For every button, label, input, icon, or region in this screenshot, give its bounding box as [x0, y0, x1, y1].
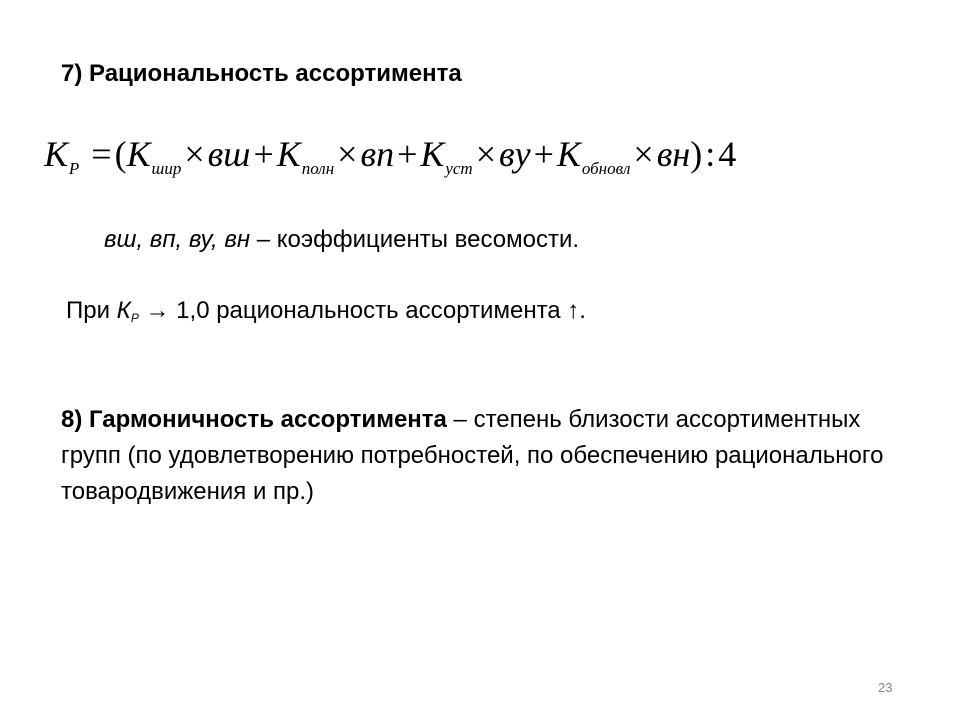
- section-heading-rationality: 7) Рациональность ассортимента: [61, 60, 462, 87]
- condition-pre: При: [66, 297, 117, 324]
- formula-times: ×: [475, 134, 496, 174]
- formula-w-p: вп: [360, 134, 395, 174]
- formula-sub-obnovl: обновл: [581, 159, 631, 178]
- formula-four: 4: [718, 134, 737, 174]
- formula-times: ×: [633, 134, 654, 174]
- formula-w-sh: вш: [207, 134, 251, 174]
- formula-div: :: [705, 134, 716, 174]
- formula-times: ×: [184, 134, 205, 174]
- weights-text: – коэффициенты весомости.: [250, 226, 580, 253]
- page-number: 23: [878, 680, 893, 695]
- weights-definition: [104, 226, 579, 254]
- formula-w-n: вн: [656, 134, 691, 174]
- formula-open-paren: (: [114, 134, 127, 174]
- formula-plus: +: [533, 134, 554, 174]
- formula-sub-poln: полн: [301, 159, 335, 178]
- rationality-condition: [66, 297, 586, 325]
- formula-k-shir: К: [126, 134, 151, 174]
- formula-lhs-sub: Р: [68, 159, 80, 178]
- formula-sub-shir: шир: [151, 159, 182, 178]
- rationality-formula: [44, 128, 736, 180]
- section-heading-harmony: 8) Гармоничность ассортимента: [61, 406, 447, 433]
- formula-close-paren: ): [690, 134, 703, 174]
- formula-plus: +: [253, 134, 274, 174]
- condition-text: → 1,0 рациональность ассортимента ↑.: [138, 297, 586, 324]
- formula-plus: +: [397, 134, 418, 174]
- formula-k-poln: К: [276, 134, 301, 174]
- formula-sub-ust: уст: [445, 159, 473, 178]
- condition-sub: Р: [130, 311, 139, 325]
- condition-k: К: [116, 297, 131, 324]
- formula-equals: =: [91, 134, 112, 174]
- section-harmony: [61, 402, 901, 510]
- weights-vars: вш, вп, ву, вн: [104, 226, 251, 253]
- harmony-definition: – степень близости ассортиментных групп (по удовлетворению потребностей, по обеспечению рационального товародвижения и пр.): [61, 406, 884, 505]
- formula-k-ust: К: [420, 134, 445, 174]
- formula-k-obnovl: К: [556, 134, 581, 174]
- formula-times: ×: [337, 134, 358, 174]
- formula-w-u: ву: [499, 134, 531, 174]
- formula-lhs-var: К: [44, 134, 68, 174]
